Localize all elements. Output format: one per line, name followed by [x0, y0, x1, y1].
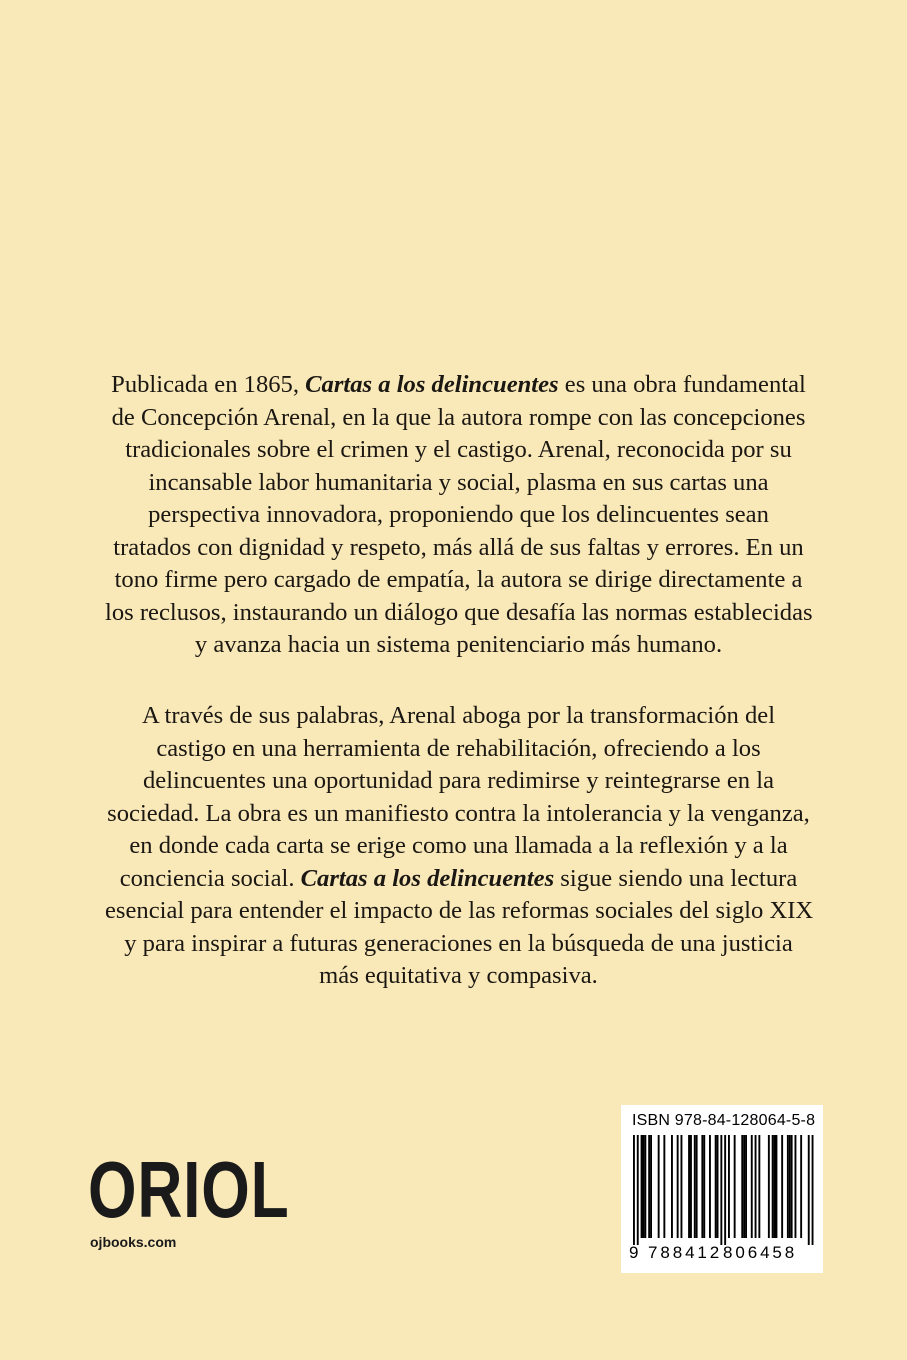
publisher-block	[88, 1145, 290, 1250]
book-title: Cartas a los delincuentes	[305, 371, 559, 398]
blurb-paragraph-1	[105, 369, 812, 662]
barcode-bar	[734, 1135, 736, 1238]
barcode-bar	[768, 1135, 770, 1238]
blurb-line: y avanza hacia un sistema penitenciario más humano.	[194, 631, 723, 658]
blurb-line: esencial para entender el impacto de las reformas sociales del siglo XIX	[105, 897, 814, 924]
barcode-bar	[690, 1135, 692, 1238]
barcode-bar	[781, 1135, 783, 1238]
barcode-bar	[681, 1135, 683, 1238]
barcode-bar	[709, 1135, 711, 1238]
blurb-line-text: conciencia social.	[119, 864, 301, 892]
barcode-bar	[812, 1135, 814, 1245]
barcode-bar	[650, 1135, 652, 1238]
blurb-line: y para inspirar a futuras generaciones en la búsqueda de una justicia	[124, 929, 793, 957]
isbn-label: ISBN 978-84-128064-5-8	[632, 1112, 816, 1129]
barcode-bar	[658, 1135, 660, 1238]
barcode-bar	[688, 1135, 690, 1238]
barcode-bar	[637, 1135, 639, 1245]
barcode-bar	[715, 1135, 717, 1238]
barcode-bar	[701, 1135, 703, 1238]
blurb-line: tono firme pero cargado de empatía, la autora se dirige directamente a	[114, 566, 803, 593]
barcode-bar	[751, 1135, 753, 1238]
blurb-line: en donde cada carta se erige como una llamada a la reflexión y a la	[129, 832, 788, 859]
barcode-bar	[643, 1135, 645, 1238]
blurb-line: castigo en una herramienta de rehabilitación, ofreciendo a los	[156, 734, 761, 762]
barcode-bar	[800, 1135, 802, 1238]
barcode-bar	[720, 1135, 722, 1245]
publisher-url: ojbooks.com	[90, 1234, 177, 1250]
barcode-bar	[694, 1135, 696, 1238]
blurb-line: tratados con dignidad y respeto, más allá de sus faltas y errores. En un	[113, 533, 804, 561]
blurb-line: más equitativa y compasiva.	[319, 962, 598, 989]
barcode-bar	[724, 1135, 726, 1245]
barcode-bars	[621, 1105, 823, 1245]
barcode-bar	[728, 1135, 730, 1238]
barcode-bar	[644, 1135, 646, 1238]
barcode-bar	[648, 1135, 650, 1238]
blurb-line: tradicionales sobre el crimen y el castigo. Arenal, reconocida por su	[125, 436, 792, 463]
barcode-bar	[717, 1135, 719, 1238]
ean-right-group: 806458	[723, 1243, 798, 1262]
barcode-bar	[745, 1135, 747, 1238]
barcode-bar	[755, 1135, 757, 1238]
barcode-bar	[776, 1135, 778, 1238]
barcode-bar	[789, 1135, 791, 1238]
blurb-line-text: sigue siendo una lectura	[554, 864, 798, 892]
barcode-bar	[772, 1135, 774, 1238]
blurb-line: los reclusos, instaurando un diálogo que desafía las normas establecidas	[105, 598, 813, 626]
publisher-logo: ORIOL	[88, 1145, 290, 1234]
blurb-line: perspectiva innovadora, proponiendo que los delincuentes sean	[148, 501, 769, 528]
barcode-bar	[743, 1135, 745, 1238]
blurb-line-text: Publicada en 1865,	[111, 371, 306, 398]
barcode-bar	[677, 1135, 679, 1238]
blurb-line: incansable labor humanitaria y social, plasma en sus cartas una	[148, 468, 769, 496]
blurb-line: de Concepción Arenal, en la que la autora rompe con las concepciones	[111, 403, 806, 431]
blurb-line	[105, 863, 812, 896]
blurb-line	[105, 369, 812, 402]
blurb-line: sociedad. La obra es un manifiesto contra la intolerancia y la venganza,	[107, 799, 810, 827]
isbn-barcode	[621, 1105, 823, 1273]
blurb-line: delincuentes una oportunidad para redimirse y reintegrarse en la	[143, 767, 774, 794]
barcode-bar	[758, 1135, 760, 1238]
barcode-bar	[808, 1135, 810, 1245]
barcode-bar	[703, 1135, 705, 1238]
barcode-bar	[633, 1135, 635, 1245]
barcode-bar	[791, 1135, 793, 1238]
book-title: Cartas a los delincuentes	[300, 864, 555, 892]
blurb-paragraph-2	[105, 700, 812, 993]
barcode-bar	[741, 1135, 743, 1238]
barcode-bar	[641, 1135, 643, 1238]
ean-digits	[621, 1243, 823, 1267]
barcode-bar	[774, 1135, 776, 1238]
blurb-line-text: es una obra fundamental	[558, 371, 806, 398]
barcode-bar	[696, 1135, 698, 1238]
barcode-bar	[671, 1135, 673, 1238]
ean-left-group: 788412	[648, 1243, 723, 1262]
ean-first-digit: 9	[629, 1243, 642, 1262]
barcode-bar	[663, 1135, 665, 1238]
barcode-bar	[787, 1135, 789, 1238]
blurb-line: A través de sus palabras, Arenal aboga por la transformación del	[141, 702, 776, 729]
barcode-bar	[795, 1135, 797, 1238]
